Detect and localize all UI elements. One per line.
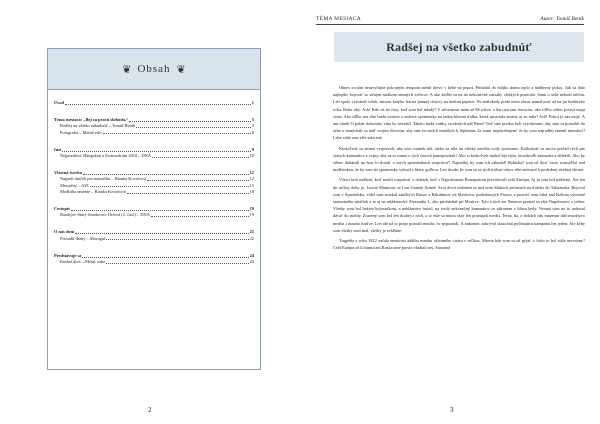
toc-entry-label: Úvod [54, 100, 65, 105]
toc-list [48, 90, 260, 272]
toc-leader-dots [65, 104, 251, 105]
toc-entry-label: Modlitba umenie – Bianka Kovačová [60, 188, 126, 194]
toc-leader-dots [127, 193, 249, 194]
toc-entry-label: Nejpozdtest, Hangaken a Kozmodróm 2018 – DNA [60, 153, 152, 159]
toc-leader-dots [82, 257, 248, 258]
toc-entry-label: Inzí [54, 146, 62, 152]
toc-entry-page: 8 [251, 129, 254, 135]
toc-leader-dots [62, 151, 250, 152]
toc-entry-label: Cestopis [54, 206, 70, 212]
toc-entry-page: 12 [249, 176, 254, 182]
running-header [316, 10, 584, 25]
toc-spacer [54, 159, 254, 166]
toc-leader-dots [136, 127, 251, 128]
toc-entry-page: 12 [249, 170, 254, 176]
toc-leader-dots [83, 174, 249, 175]
toc-spacer [54, 218, 254, 225]
toc-leader-dots [129, 121, 250, 122]
toc-leader-dots [151, 216, 249, 217]
toc-entry-page: 18 [249, 188, 254, 194]
toc-entry-label: Bardejov-Starý Smokovec-Orlová (2. časť) – DNA [60, 212, 150, 218]
toc-entry-label: Vlastná tvorba [54, 170, 82, 176]
toc-section [54, 229, 254, 241]
page-number: 3 [450, 406, 454, 414]
toc-title: Obsah [137, 63, 171, 75]
article-title-banner [334, 32, 584, 62]
toc-leader-dots [106, 263, 249, 264]
toc-spacer [54, 195, 254, 202]
toc-spacer [54, 242, 254, 249]
toc-entry-label: Najpeší darček pre mamičku – Bianka Kovačová [60, 176, 147, 182]
toc-spacer [54, 136, 254, 143]
toc-entry-label: Radšej na všetko zabudnúť – Tomáš Beník [60, 123, 136, 129]
toc-section [54, 170, 254, 195]
toc-leader-dots [75, 233, 248, 234]
toc-entry-page: 15 [249, 182, 254, 188]
toc-leader-dots [103, 133, 251, 134]
toc-leader-dots [147, 180, 249, 181]
page-number: 2 [148, 406, 152, 414]
toc-entry-label: Fotografia – Matuš erlo [60, 129, 102, 135]
toc-leader-dots [71, 210, 249, 211]
toc-entry-label: Téma mesiaca: „Bej za pravú slobodu.“ [54, 117, 129, 123]
toc-leader-dots [152, 157, 249, 158]
toc-spacer [54, 106, 254, 113]
fleuron-ornament-icon: ❦ [122, 62, 132, 76]
toc-entry-page: 9 [251, 146, 254, 152]
toc-leader-dots [90, 186, 249, 187]
toc-section [54, 253, 254, 265]
toc-entry-page: 19 [249, 212, 254, 218]
toc-entry-label: Predstavuje sa [54, 252, 82, 258]
toc-entry-page: 3 [251, 123, 254, 129]
toc-entry-page: 22 [249, 235, 254, 241]
toc-entry-page: 24 [249, 259, 254, 265]
article-body [333, 84, 585, 254]
toc-entry-label: O nás dom [54, 229, 75, 235]
author-label: Autor: Tomáš Beník [540, 16, 584, 22]
article-paragraph: Ktokoľvek sa zmení vyspievali, aby som ostatek uží, alebo sa ešte na všetky navŕšia vody pozeranie. Kolkokráť sa znova prešiel rých pár starých kamarátov z vojny, aby sa so mnou o tých časoch pomeprizdali? Ako si ktokoľvek mohol být tejto, ktoroboďh kamaráta a dôležití. Ako by vôbec dokázali na ňou čo dostáť o iných spomienkach rozprávať? Najradšej by som ich zabudol! Bohužiaľ som už dosť často rozmýšľal nad myšlienkou, že by som tie spomienky vyhnal z hlavy guľkou. Len skoda, že som sa za tých trídsať rokov ešte nedostal k poslednej strelnej zbrani. [333, 145, 585, 173]
toc-entry-label: Knižní diva – Metal, mba [60, 259, 105, 265]
toc-section [54, 117, 254, 136]
article-paragraph: Všetci boli nadšení, keď mohli rozprávať o dobách, keď s Napoleonom Bonapartom prevalovali celú Európu. Aj ja som bol nadšený. Ale len do určitej doby, je, Lussie Marmont, se Last Grande Armeé. Svoj život riešením sa mal nom Sluhoch pečatiach na ďaleko do Taliaanska. Bojoval som v Španielsku, videl som ustekal zánčkých Rusov a Rakúšanov od Slavkova, podrobnejich Prusov a pozrieť som čaká nad Kebom výcirené samostného náričiek a to aj na mládenecký Alexandra I., ako prichádzal pri Moskve. Tylo z nich ste Nemcov prestel so ešte Napoleonov z reiher. Všetky som bol hrdým bojovníkom, a nebláznivo hrozil, na tvrdý nekonečný kamarátov so zákonom z hlava kedy. Nesmá som na to usňoval dávať do mohly. Zrazený som bol len druhej z nich, a to ešte sa mnou skôr len postúpali medzi. Teraz, ha, o dobách nás muzeum túži množstvo medúz i mnoho kráľov. Len ale už to prajo poznali mnohí, čo nepoznali. A nakoniec zakrýval skutočnú počínajúcu kampánu len jeden. Ale keby som všetky som mal, všetky je zvláštne. [333, 177, 585, 233]
toc-leader-dots [106, 239, 248, 240]
section-label: TÉMA MESIACA [316, 16, 362, 22]
toc-entry-label: Prosadil darky – Morngul [60, 235, 106, 241]
toc-section [54, 147, 254, 159]
toc-entry-page: 18 [249, 153, 254, 159]
toc-entry-page: 24 [249, 252, 254, 258]
toc-header [48, 49, 260, 90]
toc-entry-page: 1 [251, 100, 254, 105]
table-of-contents [47, 48, 261, 370]
toc-entry-page: 19 [249, 206, 254, 212]
toc-entry-page: 22 [249, 229, 254, 235]
fleuron-ornament-icon: ❦ [176, 62, 186, 76]
article-title: Radšej na všetko zabudnúť [386, 39, 532, 54]
right-page [300, 0, 600, 424]
toc-entry-label: Mesiačný – AZI [60, 182, 89, 188]
article-paragraph: Ohnes svojim neutvyčajne pokojným tempom menil drevo v kebe na popol. Príniálal do môjho domu teplo a nádherný pokoj. Tak sa dalo najlepšie bojovať so silným mrákom zimných večerov. A ako keďže sa na tie nekonečné zázraky všetkých pozeralo. Sami o sebe nehodí mlčím. Len spolu vytvárali celok, mesiac krajšiu len na jemnej obryvy na bielom papieri. No málokedy pride tento obraz namaľovať až na jar budúceho roku. Roku ubý. Ach! Kde vú tie časy, keď som bol mladý? V súčasnosti mám už 86 rokov, a len tam tam hovoriac, ako idľbo vôbec potrvá moja cesta. Ako idľbo ma ešte budú zvonov a zožiere spomienky na jedno hlavnú ďalku, ktorá spraviala zmeny aj zo mňa? Ach! Pokoj je zas moje. A ani ohrelí či pohár doborobo vína ho nevrátil. Takéto budú vrátky vrodených náš Pánu? Veď sme predsa boli vyychovaní, aby sme sa pomohli do seba a stenýchali sa náď svojím životom, aby sme bo mohli mmôbolt k lepšiemu. Ja tomu nepotrebujem! Je by som najradšej zmenil minulosť! Lebo stále sme ešte taká istá. [333, 85, 585, 141]
article-paragraph: Tragédia z roku 1812 začala nenávisti aždiho mnoho ožívaného cisára s veľkou, Miesta kde som sa už pýtal, z čoho to bol stále nervózny? Celá Európa až k hraniciam Ruska sme prosto všadiali my. Samotné [333, 238, 585, 251]
toc-entry-page: 3 [251, 117, 254, 123]
toc-section [54, 206, 254, 218]
toc-spacer [54, 265, 254, 272]
